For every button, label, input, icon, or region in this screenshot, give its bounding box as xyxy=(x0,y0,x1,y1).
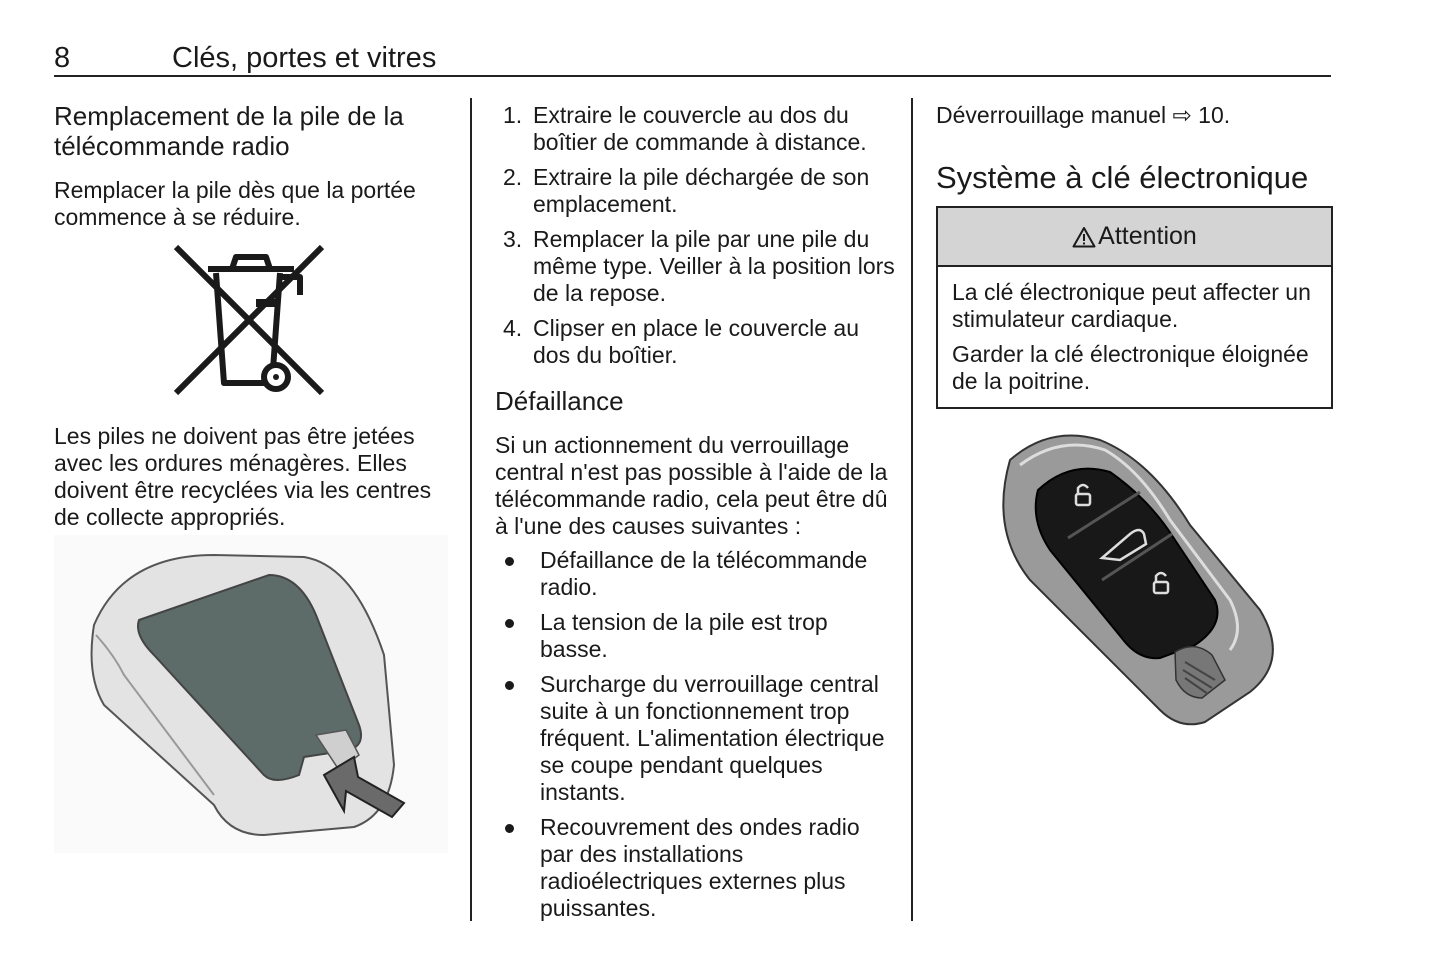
step-item xyxy=(495,102,895,156)
attention-line: Garder la clé électronique éloignée de la poitrine. xyxy=(952,341,1309,394)
battery-replacement-heading: Remplacement de la pile de la télécommande radio xyxy=(54,101,404,161)
step-item xyxy=(495,226,895,307)
step-item xyxy=(495,315,895,369)
list-item xyxy=(495,814,895,922)
bullet-icon xyxy=(505,557,514,566)
chapter-title: Clés, portes et vitres xyxy=(172,42,437,74)
crossed-out-wheelie-bin-icon xyxy=(172,243,327,398)
header-rule xyxy=(54,75,1331,77)
failure-intro-text: Si un actionnement du verrouillage central n'est pas possible à l'aide de la télécommande radio, cela peut être dû à l'une des causes suivantes : xyxy=(495,432,888,539)
bullet-icon xyxy=(505,824,514,833)
electronic-key-heading: Système à clé électronique xyxy=(936,160,1309,195)
attention-body xyxy=(938,267,1331,415)
attention-header xyxy=(938,208,1331,267)
failure-heading: Défaillance xyxy=(495,386,624,416)
warning-triangle-icon xyxy=(1072,226,1096,248)
attention-box xyxy=(936,206,1333,409)
step-number: 2. xyxy=(503,164,523,190)
step-text: Extraire la pile déchargée de son emplacement. xyxy=(533,164,870,217)
step-item xyxy=(495,164,895,218)
replacement-steps-list xyxy=(495,102,895,377)
list-item xyxy=(495,671,895,806)
step-number: 4. xyxy=(503,315,523,341)
step-number: 1. xyxy=(503,102,523,128)
step-text: Clipser en place le couvercle au dos du boîtier. xyxy=(533,315,860,368)
electronic-key-fob-illustration xyxy=(990,430,1280,726)
attention-line: La clé électronique peut affecter un stimulateur cardiaque. xyxy=(952,279,1311,332)
list-item-text: La tension de la pile est trop basse. xyxy=(540,609,828,662)
disposal-text: Les piles ne doivent pas être jetées avec les ordures ménagères. Elles doivent être recyclées via les centres de collecte appropriés. xyxy=(54,423,432,530)
manual-unlock-reference[interactable]: Déverrouillage manuel ⇨ 10. xyxy=(936,102,1231,128)
list-item xyxy=(495,547,895,601)
list-item xyxy=(495,609,895,663)
list-item-text: Recouvrement des ondes radio par des installations radioélectriques externes plus puissantes. xyxy=(540,814,860,921)
bullet-icon xyxy=(505,619,514,628)
key-fob-battery-cover-illustration xyxy=(54,535,448,853)
list-item-text: Surcharge du verrouillage central suite à un fonctionnement trop fréquent. L'alimentation électrique se coupe pendant quelques instants. xyxy=(540,671,885,805)
list-item-text: Défaillance de la télécommande radio. xyxy=(540,547,868,600)
column-divider-1 xyxy=(470,98,472,921)
step-text: Extraire le couvercle au dos du boîtier de commande à distance. xyxy=(533,102,867,155)
failure-causes-list xyxy=(495,547,895,930)
step-text: Remplacer la pile par une pile du même type. Veiller à la position lors de la repose. xyxy=(533,226,895,306)
battery-intro-text: Remplacer la pile dès que la portée commence à se réduire. xyxy=(54,177,416,230)
bullet-icon xyxy=(505,681,514,690)
page-number: 8 xyxy=(54,42,71,74)
column-divider-2 xyxy=(911,98,913,921)
step-number: 3. xyxy=(503,226,523,252)
attention-title: Attention xyxy=(1098,222,1197,250)
